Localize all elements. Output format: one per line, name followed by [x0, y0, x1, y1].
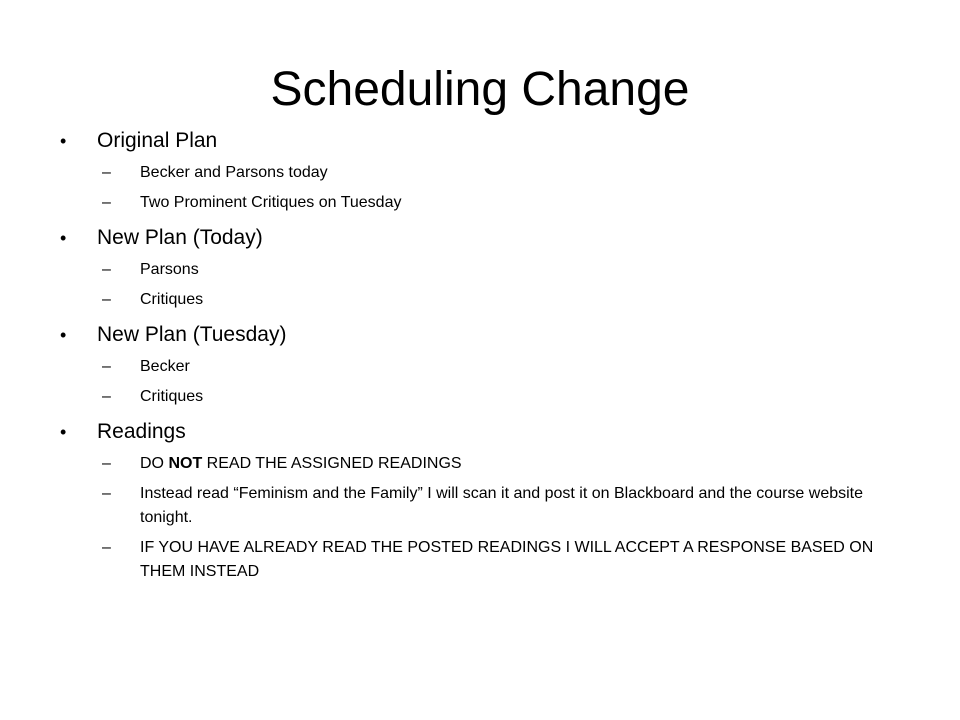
dash-icon: – [102, 455, 111, 472]
sub-bullet [60, 536, 910, 584]
dash-icon: – [102, 539, 111, 556]
sub-bullet-text-post: READ THE ASSIGNED READINGS [202, 455, 462, 472]
sub-bullet-label: Critiques [140, 388, 204, 405]
bullet-label: New Plan (Today) [97, 226, 263, 249]
sub-bullet-label: Critiques [140, 291, 204, 308]
bullet-icon: • [60, 131, 67, 151]
dash-icon: – [102, 194, 111, 211]
dash-icon: – [102, 388, 111, 405]
sub-bullet [60, 355, 910, 379]
sub-bullet [60, 452, 910, 476]
sub-bullet-text-pre: DO [140, 455, 169, 472]
slide-title: Scheduling Change [270, 63, 690, 116]
sub-bullet-text-emphasis: NOT [168, 455, 203, 472]
sub-bullet [60, 191, 910, 215]
bullet-icon: • [60, 325, 67, 345]
sub-bullet-label: Two Prominent Critiques on Tuesday [140, 194, 402, 211]
bullet-icon: • [60, 228, 67, 248]
dash-icon: – [102, 261, 111, 278]
sub-bullet [60, 288, 910, 312]
bullet-label: Readings [97, 420, 186, 443]
dash-icon: – [102, 358, 111, 375]
bullet-icon: • [60, 422, 67, 442]
sub-bullet [60, 482, 910, 530]
bullet-label: New Plan (Tuesday) [97, 323, 287, 346]
sub-bullet [60, 385, 910, 409]
bullet-original-plan [60, 124, 910, 158]
sub-bullet [60, 258, 910, 282]
bullet-readings [60, 415, 910, 449]
bullet-label: Original Plan [97, 129, 218, 152]
slide-body [60, 124, 910, 590]
dash-icon: – [102, 291, 111, 308]
sub-bullet-label: Becker and Parsons today [140, 164, 328, 181]
sub-bullet-label: Parsons [140, 261, 199, 278]
bullet-new-plan-tuesday [60, 318, 910, 352]
dash-icon: – [102, 164, 111, 181]
sub-bullet [60, 161, 910, 185]
bullet-new-plan-today [60, 221, 910, 255]
sub-bullet-label: Instead read “Feminism and the Family” I will scan it and post it on Blackboard and the course website tonight. [140, 485, 864, 526]
dash-icon: – [102, 485, 111, 502]
sub-bullet-label: Becker [140, 358, 190, 375]
sub-bullet-label: IF YOU HAVE ALREADY READ THE POSTED READINGS I WILL ACCEPT A RESPONSE BASED ON THEM INSTEAD [140, 539, 874, 580]
sub-bullet-label [140, 455, 462, 472]
